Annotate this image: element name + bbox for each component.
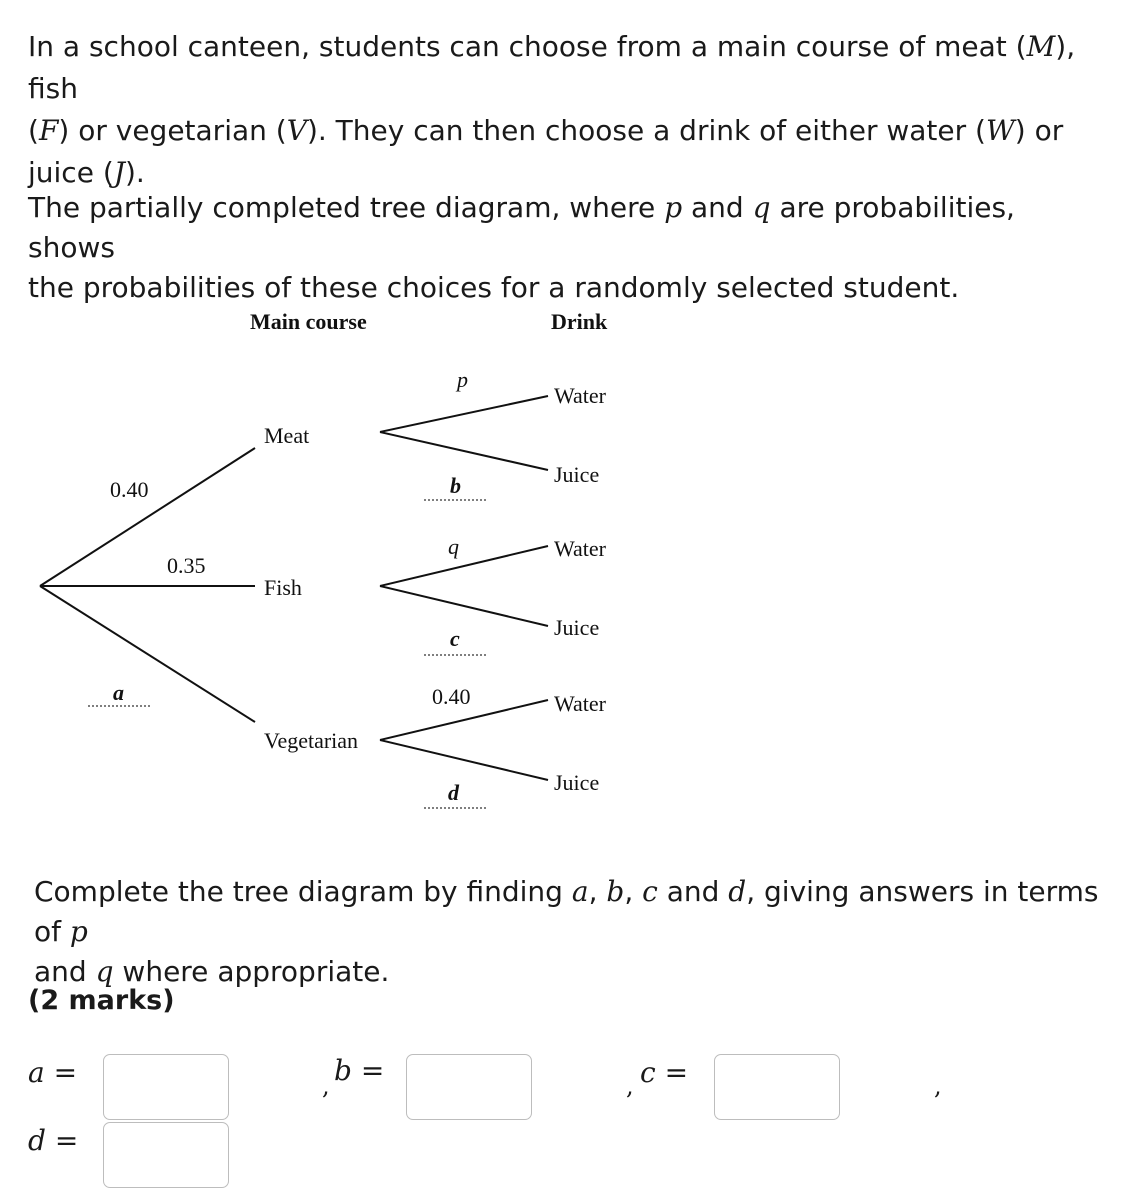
answer-b-label: b = xyxy=(334,1054,385,1087)
label-meat: Meat xyxy=(264,423,310,448)
answer-d-label: d = xyxy=(28,1124,79,1157)
question-text: Complete the tree diagram by finding a, b, c and d, giving answers in terms of p and q where appropriate. xyxy=(34,875,1099,988)
comma-after-b: , xyxy=(626,1072,634,1100)
prob-fish-juice-c: c xyxy=(450,626,460,651)
comma-after-a: , xyxy=(322,1072,330,1100)
prob-vegetarian-a: a xyxy=(113,680,124,705)
label-water-2: Water xyxy=(554,536,606,561)
header-main-course: Main course xyxy=(250,309,367,334)
branch-vegetarian xyxy=(40,586,255,722)
prob-meat: 0.40 xyxy=(110,477,149,502)
header-drink: Drink xyxy=(551,309,608,334)
prob-veg-juice-d: d xyxy=(448,780,459,805)
label-juice-1: Juice xyxy=(554,462,600,487)
label-juice-3: Juice xyxy=(554,770,600,795)
prob-fish-water-q: q xyxy=(448,534,459,559)
label-juice-2: Juice xyxy=(554,615,600,640)
branch-fish-water xyxy=(380,546,548,586)
intro-paragraph: In a school canteen, students can choose from a main course of meat (M), fish (F) or vegetarian (V). They can then choose a drink of either water (W) or juice (J). xyxy=(28,30,1076,189)
marks-label: (2 marks) xyxy=(28,985,175,1016)
answer-c-label: c = xyxy=(640,1056,689,1089)
label-fish: Fish xyxy=(264,575,302,600)
answer-b-input[interactable] xyxy=(406,1054,532,1120)
context-paragraph: The partially completed tree diagram, where p and q are probabilities, shows the probabilities of these choices for a randomly selected student. xyxy=(28,191,1015,304)
label-water-3: Water xyxy=(554,691,606,716)
branch-meat-juice xyxy=(380,432,548,470)
prob-meat-water-p: p xyxy=(457,367,468,392)
prob-meat-juice-b: b xyxy=(450,473,461,498)
comma-after-c: , xyxy=(934,1072,942,1100)
branch-meat-water xyxy=(380,396,548,432)
answer-d-input[interactable] xyxy=(103,1122,229,1188)
label-water-1: Water xyxy=(554,383,606,408)
prob-veg-water: 0.40 xyxy=(432,684,471,709)
answer-a-label: a = xyxy=(28,1056,78,1089)
branch-meat xyxy=(40,448,255,586)
branch-veg-juice xyxy=(380,740,548,780)
prob-fish: 0.35 xyxy=(167,553,206,578)
label-vegetarian: Vegetarian xyxy=(264,728,359,753)
answer-a-input[interactable] xyxy=(103,1054,229,1120)
branch-fish-juice xyxy=(380,586,548,626)
answer-c-input[interactable] xyxy=(714,1054,840,1120)
